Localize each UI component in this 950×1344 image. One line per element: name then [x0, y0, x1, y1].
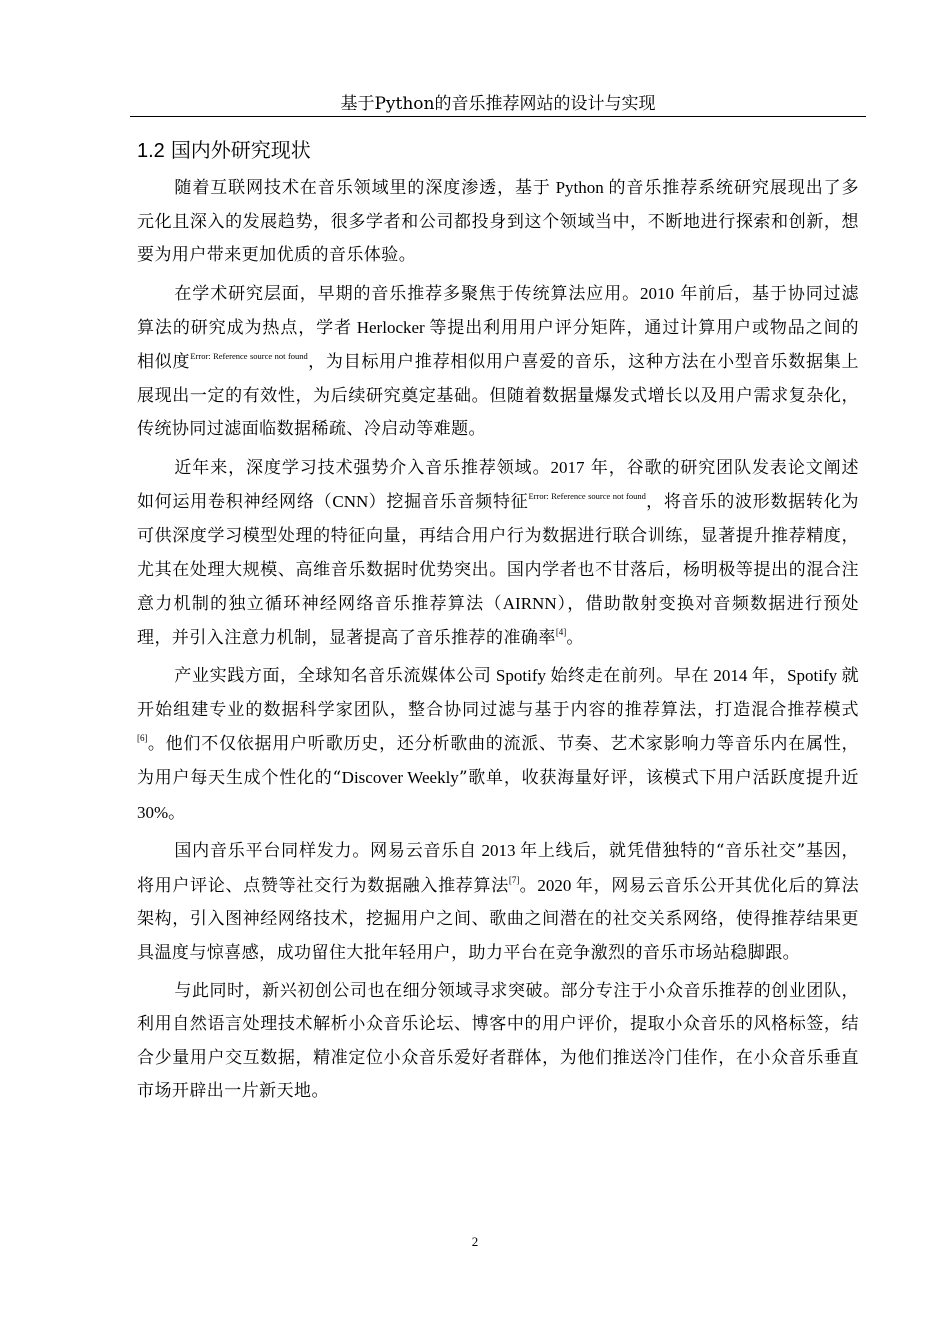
- citation-7: [7]: [508, 874, 520, 885]
- text-run: 。: [566, 627, 584, 648]
- section-number: 1.2: [137, 140, 165, 162]
- author-herlocker: Herlocker: [352, 318, 430, 338]
- text-run: 年前后，基于协同过滤算法的研究成为热点，学者: [137, 283, 859, 339]
- citation-4: [4]: [555, 626, 567, 637]
- citation-6: [6]: [137, 732, 148, 743]
- text-run: 始终走在前列。早在: [550, 666, 709, 687]
- term-spotify: Spotify: [787, 666, 842, 686]
- year-2013: 2013: [476, 841, 521, 861]
- text-run: ，为目标用户推荐相似用户喜爱的音乐，这种方法在小型音乐数据集上展现出一定的有效性，为后续研究奠定基础。但随着数据量爆发式增长以及用户需求复杂化，传统协同过滤面临数据稀疏、冷启动等难题。: [137, 351, 859, 440]
- year-2014: 2014: [708, 666, 752, 686]
- text-run: ）挖掘音乐音频特征: [368, 492, 529, 513]
- paragraph-3: [137, 451, 859, 656]
- term-discover-weekly: Discover Weekly: [341, 768, 459, 788]
- text-run: 近年来，深度学习技术强势介入音乐推荐领域。: [174, 457, 551, 478]
- section-heading: [137, 136, 311, 165]
- text-run: 年，谷歌的研究团队发表论文阐述如何运用卷积神经网络（: [137, 457, 859, 513]
- paragraph-6: [137, 975, 859, 1109]
- body-text: [137, 171, 859, 1113]
- text-run: ”歌单，收获海量好评，该模式下用户活跃度提升近: [458, 768, 860, 789]
- text-run: 的音乐推荐系统研究展现出了多元化且深入的发展趋势，很多学者和公司都投身到这个领域当中，不断地进行探索和创新，想要为用户带来更加优质的音乐体验。: [137, 178, 859, 266]
- text-run: 国内音乐平台同样发力。网易云音乐自: [174, 841, 477, 862]
- text-run: 随着互联网技术在音乐领域里的深度渗透，基于: [174, 178, 551, 198]
- term-python: Python: [550, 178, 609, 197]
- term-spotify: Spotify: [491, 666, 551, 686]
- text-run: ），借助散射变换对音频数据进行预处理，并引入注意力机制，显著提高了音乐推荐的准确率: [137, 594, 860, 648]
- section-title: 国内外研究现状: [170, 138, 311, 162]
- text-run: 年上线后，就凭借独特的“音乐社交”基因，将用户评论、点赞等社交行为数据融入推荐算法: [137, 841, 859, 896]
- text-run: 。: [519, 875, 538, 896]
- page-header: 基于Python的音乐推荐网站的设计与实现: [130, 92, 866, 117]
- year-2020: 2020: [537, 875, 576, 895]
- year-2017: 2017: [550, 457, 585, 477]
- paragraph-4: [137, 659, 859, 830]
- text-run: 就开始组建专业的数据科学家团队，整合协同过滤与基于内容的推荐算法，打造混合推荐模式: [137, 666, 860, 720]
- text-run: 。他们不仅依据用户听歌历史，还分析歌曲的流派、节奏、艺术家影响力等音乐内在属性，为用户每天生成个性化的“: [137, 733, 859, 789]
- year-2010: 2010: [640, 283, 675, 303]
- reference-error-marker: Error: Reference source not found: [528, 491, 646, 502]
- page-number: 2: [471, 1234, 479, 1249]
- value-30-percent: 30%: [137, 802, 169, 822]
- term-airnn: AIRNN: [502, 594, 557, 614]
- term-cnn: CNN: [332, 492, 369, 512]
- text-run: 等提出利用用户评分矩阵，通过计算用户或物品之间的相似度: [137, 318, 859, 372]
- paragraph-2: [137, 277, 859, 447]
- text-run: 产业实践方面，全球知名音乐流媒体公司: [174, 666, 492, 687]
- reference-error-marker: Error: Reference source not found: [190, 350, 308, 361]
- text-run: 。: [168, 802, 186, 823]
- paragraph-1: [137, 171, 859, 273]
- paragraph-5: [137, 834, 859, 970]
- text-run: 在学术研究层面，早期的音乐推荐多聚焦于传统算法应用。: [174, 283, 641, 304]
- text-run: 与此同时，新兴初创公司也在细分领域寻求突破。部分专注于小众音乐推荐的创业团队，利用自然语言处理技术解析小众音乐论坛、博客中的用户评价，提取小众音乐的风格标签，结合少量用户交互数据，精准定位小众音乐爱好者群体，为他们推送冷门佳作，在小众音乐垂直市场开辟出一片新天地。: [137, 980, 859, 1102]
- text-run: 年，: [751, 666, 788, 687]
- text-run: 年，网易云音乐公开其优化后的算法架构，引入图神经网络技术，挖掘用户之间、歌曲之间潜在的社交关系网络，使得推荐结果更具温度与惊喜感，成功留住大批年轻用户，助力平台在竞争激烈的音乐市场站稳脚跟。: [137, 875, 860, 964]
- text-run: ，将音乐的波形数据转化为可供深度学习模型处理的特征向量，再结合用户行为数据进行联合训练，显著提升推荐精度，尤其在处理大规模、高维音乐数据时优势突出。国内学者也不甘落后，杨明极等提出的混合注意力机制的独立循环神经网络音乐推荐算法（: [137, 492, 859, 615]
